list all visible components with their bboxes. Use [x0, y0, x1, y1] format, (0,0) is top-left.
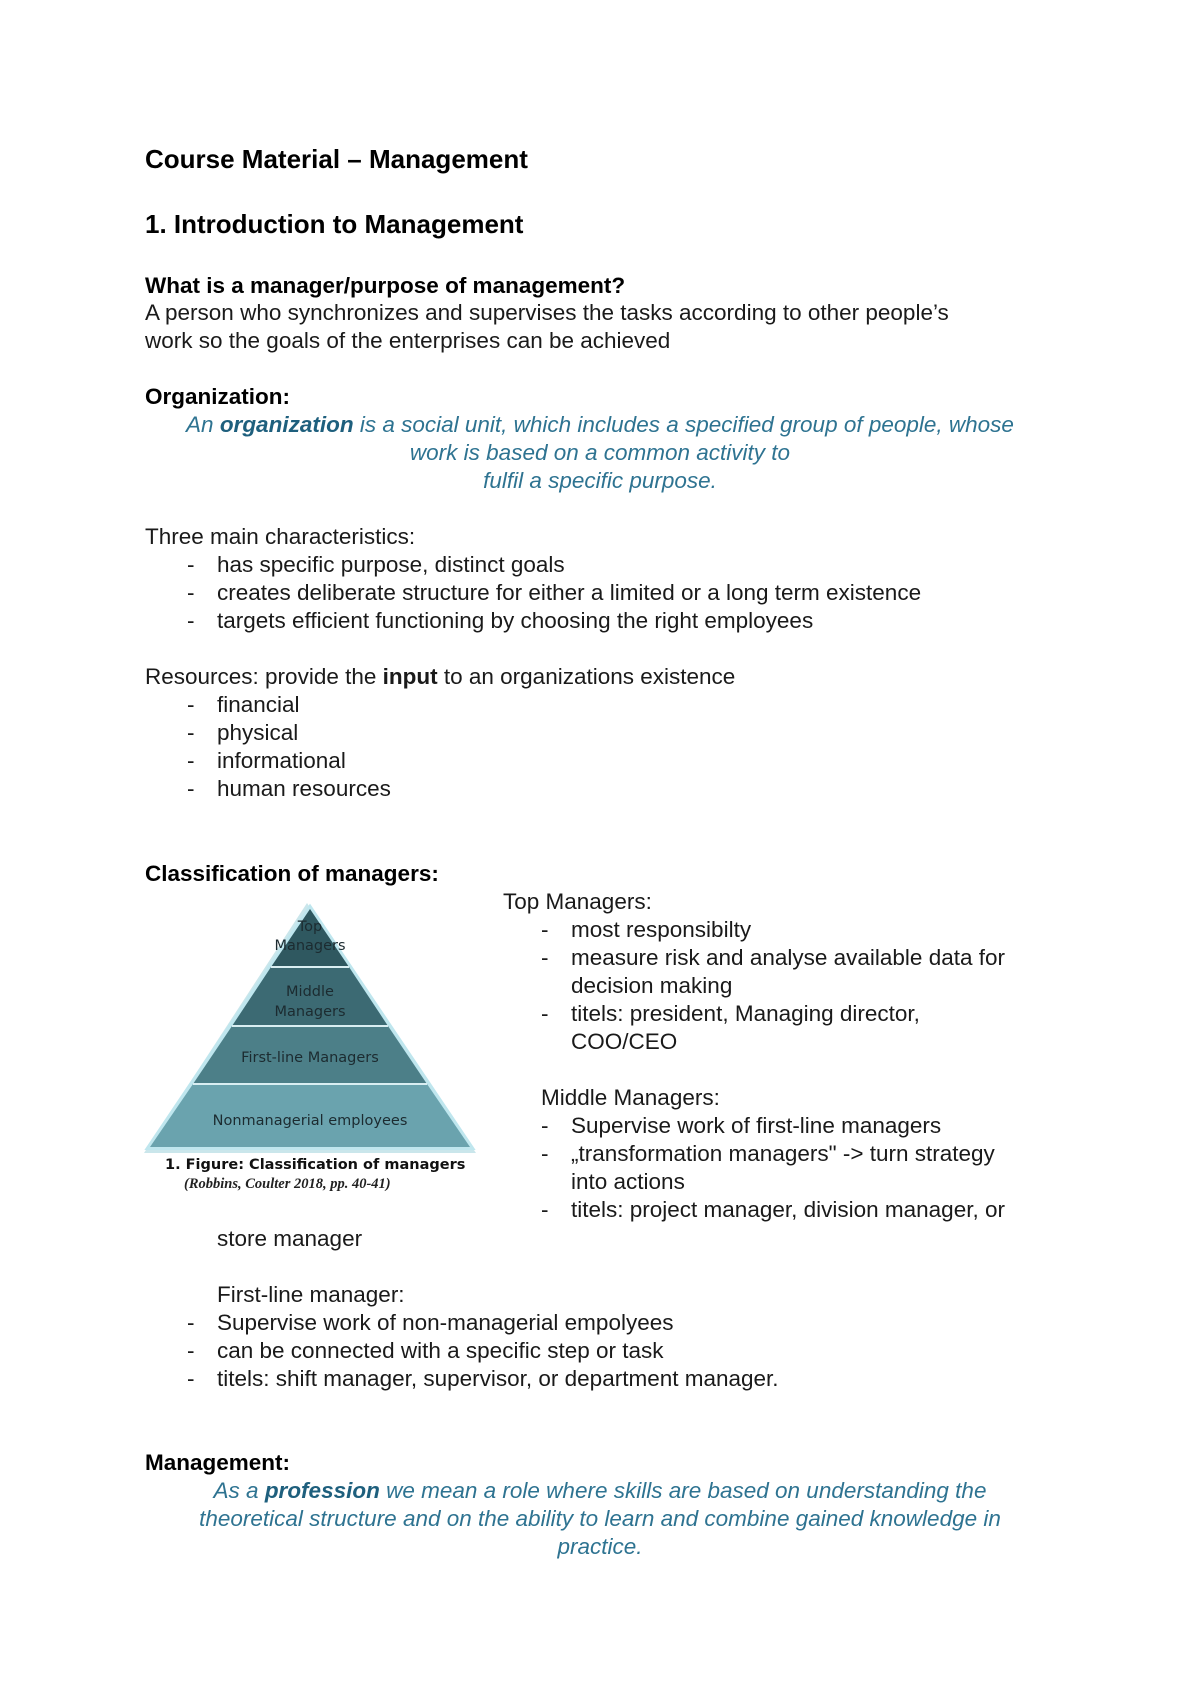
resources-intro: Resources: provide the input to an organizations existence [145, 664, 736, 689]
list-item: into actions [571, 1169, 685, 1194]
list-item: COO/CEO [571, 1029, 678, 1054]
list-item: - measure risk and analyse available data for [533, 944, 1005, 972]
list-item: - has specific purpose, distinct goals [145, 551, 921, 579]
list-item: - Supervise work of non-managerial empolyees [145, 1309, 779, 1337]
pyramid-label-first-line: First-line Managers [241, 1050, 379, 1066]
list-item: - creates deliberate structure for either a limited or a long term existence [145, 579, 921, 607]
pyramid-label-top-1: Top [297, 919, 323, 935]
list-item: - titels: president, Managing director, [533, 1000, 1005, 1028]
first-line-list [145, 1309, 779, 1393]
management-definition-line-2: theoretical structure and on the ability to learn and combine gained knowledge in [199, 1506, 1001, 1531]
characteristics-intro: Three main characteristics: [145, 524, 416, 549]
doc-title: Course Material – Management [145, 144, 528, 174]
middle-managers-title: Middle Managers: [541, 1085, 720, 1110]
pyramid-label-nonmanagerial: Nonmanagerial employees [212, 1113, 408, 1129]
manager-pyramid-figure [140, 895, 485, 1205]
list-item: - titels: shift manager, supervisor, or department manager. [145, 1365, 779, 1393]
list-item: - informational [145, 747, 391, 775]
list-item: decision making [571, 973, 733, 998]
middle-managers-overflow: store manager [217, 1226, 363, 1251]
list-item: - can be connected with a specific step or task [145, 1337, 779, 1365]
list-item: - most responsibilty [533, 916, 1005, 944]
list-item: - physical [145, 719, 391, 747]
pyramid-label-top-2: Managers [274, 938, 346, 954]
top-managers-list [533, 916, 1005, 1056]
manager-answer-line-1: A person who synchronizes and supervises the tasks according to other people’s [145, 300, 949, 325]
list-item: - human resources [145, 775, 391, 803]
organization-definition-line-3: fulfil a specific purpose. [483, 468, 717, 493]
management-definition-line-1: As a profession we mean a role where skills are based on understanding the [213, 1478, 987, 1503]
list-item: - targets efficient functioning by choosing the right employees [145, 607, 921, 635]
management-heading: Management: [145, 1450, 291, 1475]
top-managers-title: Top Managers: [503, 889, 652, 914]
manager-question-heading: What is a manager/purpose of management? [145, 273, 626, 298]
list-item: - Supervise work of first-line managers [533, 1112, 1005, 1140]
list-item: - titels: project manager, division manager, or [533, 1196, 1005, 1224]
organization-heading: Organization: [145, 384, 290, 409]
figure-caption: 1. Figure: Classification of managers [165, 1157, 466, 1173]
organization-definition-line-2: work is based on a common activity to [409, 440, 791, 465]
middle-managers-list [533, 1112, 1005, 1224]
section-title: 1. Introduction to Management [145, 209, 524, 239]
profession-term: profession [264, 1478, 380, 1503]
management-definition-line-3: practice. [557, 1534, 643, 1559]
classification-heading: Classification of managers: [145, 861, 439, 886]
list-item: - „transformation managers" -> turn strategy [533, 1140, 1005, 1168]
organization-term: organization [219, 412, 354, 437]
manager-answer-line-2: work so the goals of the enterprises can be achieved [145, 328, 671, 353]
organization-definition-line-1: An organization is a social unit, which includes a specified group of people, whose [186, 412, 1014, 437]
list-item: - financial [145, 691, 391, 719]
first-line-title: First-line manager: [217, 1282, 405, 1307]
characteristics-list [145, 551, 921, 635]
pyramid-label-middle-1: Middle [286, 984, 334, 1000]
figure-citation: (Robbins, Coulter 2018, pp. 40-41) [184, 1176, 391, 1192]
pyramid-label-middle-2: Managers [274, 1004, 346, 1020]
resources-list [145, 691, 391, 803]
